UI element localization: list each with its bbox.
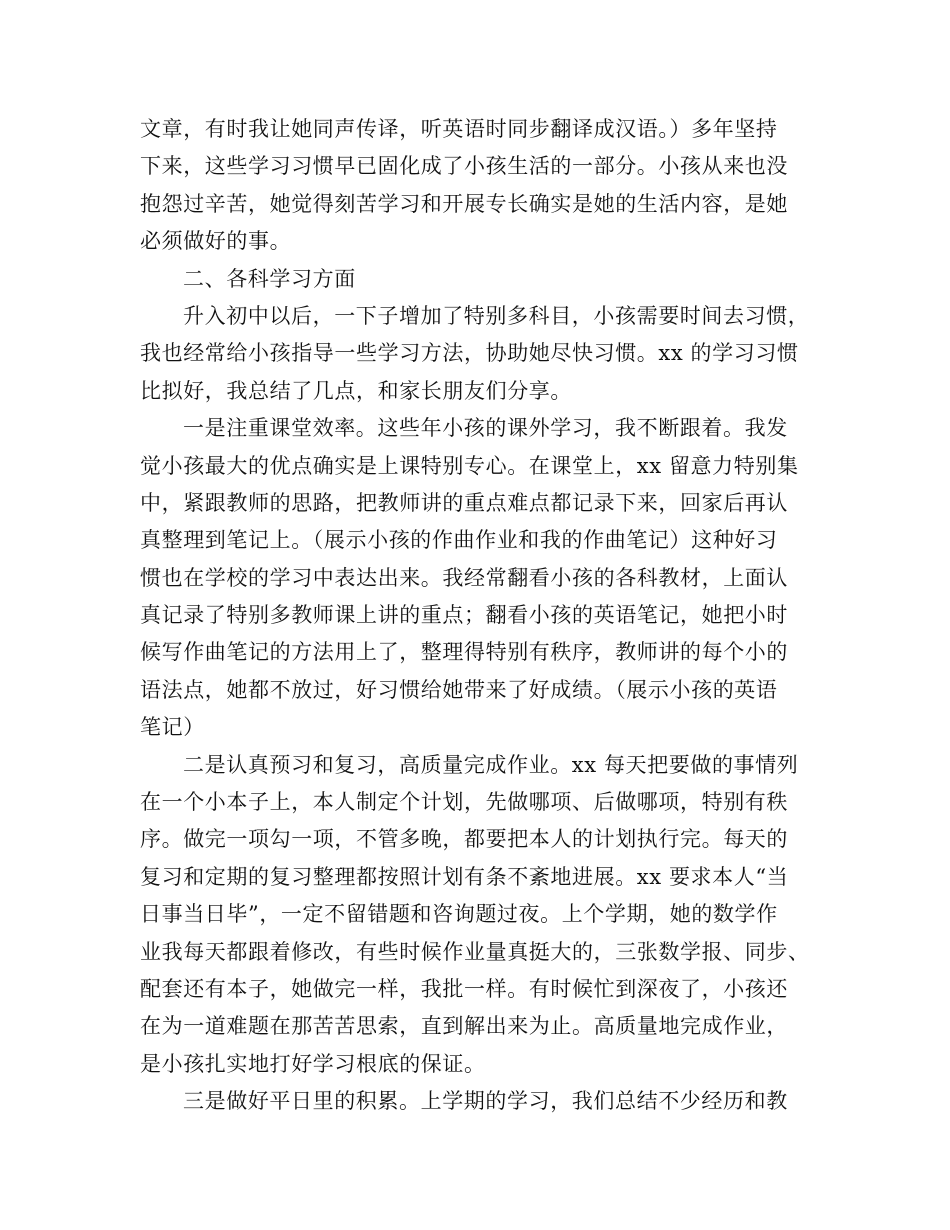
text-line: 三是做好平日里的积累。上学期的学习，我们总结不少经历和教 — [183, 1089, 788, 1114]
text-line: 二、各科学习方面 — [183, 266, 356, 291]
text-line: 中，紧跟教师的思路，把教师讲的重点难点都记录下来，回家后再认 — [140, 490, 788, 515]
document-page — [140, 111, 812, 1121]
text-line: 一是注重课堂效率。这些年小孩的课外学习，我不断跟着。我发 — [183, 416, 788, 441]
text-line: 业我每天都跟着修改，有些时候作业量真挺大的，三张数学报、同步、 — [140, 939, 810, 964]
text-line: 抱怨过辛苦，她觉得刻苦学习和开展专长确实是她的生活内容，是她 — [140, 191, 788, 216]
text-line: 配套还有本子，她做完一样，我批一样。有时候忙到深夜了，小孩还 — [140, 976, 788, 1001]
text-line: 笔记） — [140, 715, 205, 740]
text-line: 是小孩扎实地打好学习根底的保证。 — [140, 1051, 486, 1076]
text-line: 日事当日毕”，一定不留错题和咨询题过夜。上个学期，她的数学作 — [140, 902, 778, 927]
text-line: 在一个小本子上，本人制定个计划，先做哪项、后做哪项，特别有秩 — [140, 790, 788, 815]
text-line: 比拟好，我总结了几点，和家长朋友们分享。 — [140, 378, 572, 403]
text-line: 语法点，她都不放过，好习惯给她带来了好成绩。（展示小孩的英语 — [140, 677, 778, 702]
text-line: 我也经常给小孩指导一些学习方法，协助她尽快习惯。xx 的学习习惯 — [140, 341, 799, 366]
text-line: 真整理到笔记上。（展示小孩的作曲作业和我的作曲笔记）这种好习 — [140, 528, 778, 553]
text-line: 二是认真预习和复习，高质量完成作业。xx 每天把要做的事情列 — [183, 752, 799, 777]
text-line: 在为一道难题在那苦苦思索，直到解出来为止。高质量地完成作业， — [140, 1014, 788, 1039]
text-line: 必须做好的事。 — [140, 229, 292, 254]
text-line: 觉小孩最大的优点确实是上课特别专心。在课堂上，xx 留意力特别集 — [140, 453, 799, 478]
text-line: 序。做完一项勾一项，不管多晚，都要把本人的计划执行完。每天的 — [140, 827, 788, 852]
text-line: 真记录了特别多教师课上讲的重点；翻看小孩的英语笔记，她把小时 — [140, 603, 788, 628]
text-line: 惯也在学校的学习中表达出来。我经常翻看小孩的各科教材，上面认 — [140, 565, 788, 590]
text-line: 候写作曲笔记的方法用上了，整理得特别有秩序，教师讲的每个小的 — [140, 640, 788, 665]
text-line: 下来，这些学习习惯早已固化成了小孩生活的一部分。小孩从来也没 — [140, 154, 788, 179]
text-line: 升入初中以后，一下子增加了特别多科目，小孩需要时间去习惯， — [183, 303, 810, 328]
text-line: 文章，有时我让她同声传译，听英语时同步翻译成汉语。）多年坚持 — [140, 117, 778, 141]
text-line: 复习和定期的复习整理都按照计划有条不紊地进展。xx 要求本人“当 — [140, 864, 789, 889]
